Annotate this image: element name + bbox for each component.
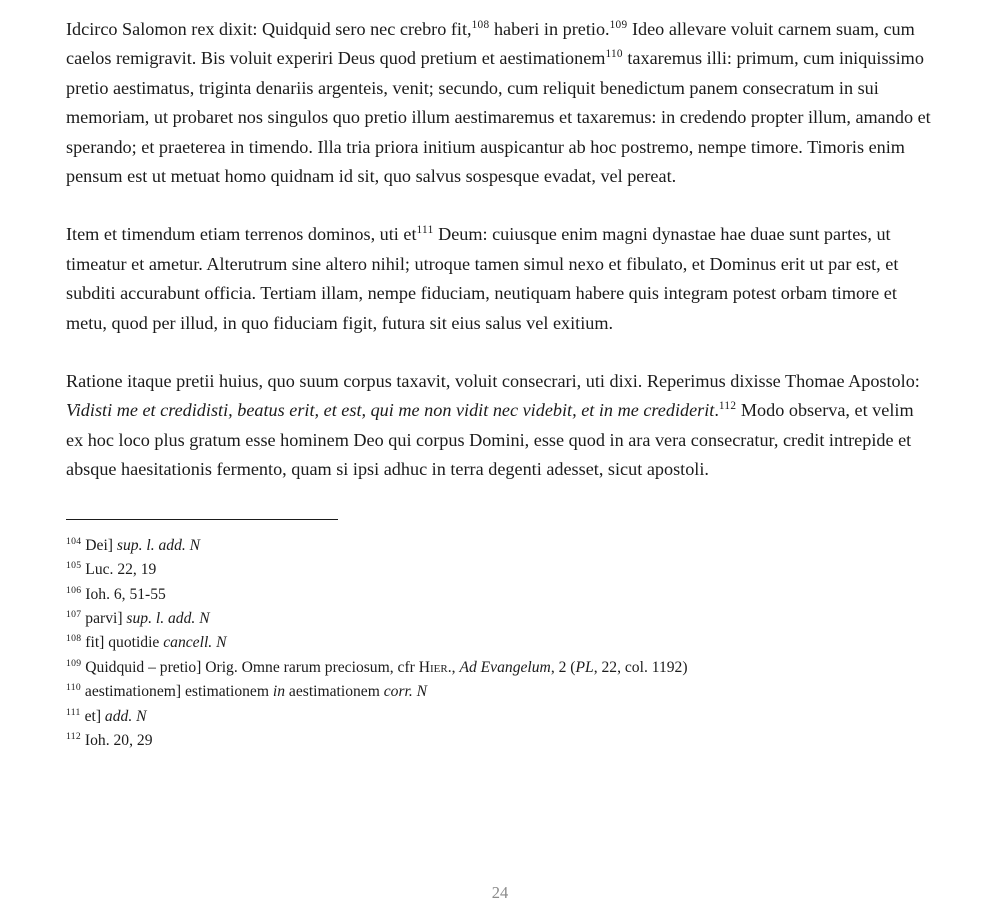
text-run: parvi] xyxy=(81,609,127,627)
page-number: 24 xyxy=(491,883,509,902)
text-run: Item et timendum etiam terrenos dominos, uti et xyxy=(66,224,417,245)
footnote xyxy=(66,583,934,607)
footnote xyxy=(66,607,934,631)
text-run: Modo observa, et velim ex hoc loco plus gratum esse hominem Deo qui corpus Domini, esse quod in ara vera consecratur, credit intrepide et absque haesitationis fermento, quam si ipsi adhuc in terra degenti adesset, sicut apostoli. xyxy=(66,400,914,480)
text-run: et] xyxy=(80,707,105,725)
text-run: aestimationem xyxy=(285,683,384,701)
footnote-reference: 110 xyxy=(605,48,623,61)
italic-text: in xyxy=(272,683,286,701)
footnote-reference: 108 xyxy=(471,18,490,31)
smallcaps-text: Hier. xyxy=(418,658,452,676)
footnote-reference: 104 xyxy=(66,535,82,547)
text-run: taxaremus illi: primum, cum iniquissimo pretio aestimatus, triginta denariis argenteis, venit; secundo, cum reliquit benedictum panem consecratum in sui memoriam, ut probaret nos singulos quo pretio illum aestimaremus et taxaremus: in credendo propter illum, amando et sperando; et praeterea in timendo. Illa tria priora initium auspicantur ab hoc postremo, nempe timore. Timoris enim pensum est ut metuat homo quidnam id sit, quo salvus sospesque evadat, vel pereat. xyxy=(66,48,931,187)
text-run: aestimationem] estimationem xyxy=(81,683,273,701)
footnote xyxy=(66,534,934,558)
text-run: Ratione itaque pretii huius, quo suum corpus taxavit, voluit consecrari, uti dixi. Reperimus dixisse Thomae Apostolo: xyxy=(66,371,920,392)
footnote-reference: 105 xyxy=(66,559,82,571)
italic-text: Ad Evangelum xyxy=(459,658,551,676)
footnote xyxy=(66,631,934,655)
italic-text: PL xyxy=(575,658,594,676)
footnote-reference: 110 xyxy=(66,681,82,693)
footnote xyxy=(66,680,934,704)
text-run: fit] quotidie xyxy=(81,634,164,652)
footnote-reference: 106 xyxy=(66,584,82,596)
text-run: Ioh. 20, 29 xyxy=(81,731,153,749)
italic-text: corr. N xyxy=(383,683,428,701)
text-run: . xyxy=(714,400,719,421)
italic-text: cancell. N xyxy=(163,634,227,652)
text-run: Deum: cuiusque enim magni dynastae hae duae sunt partes, ut timeatur et ametur. Alterutrum sine altero nihil; utroque tamen simul nexo et fibulato, et Dominus erit ut par est, et subditi accurabunt officia. Tertiam illam, nempe fiduciam, neutiquam habere quis integram potest orbam timore et metu, quod per illud, in quo fiduciam figit, futura sit eius salus vel exitium. xyxy=(66,224,899,333)
footnote xyxy=(66,705,934,729)
footnotes-section xyxy=(66,534,934,754)
italic-text: sup. l. add. N xyxy=(116,536,201,554)
footnote xyxy=(66,729,934,753)
footnote-reference: 109 xyxy=(66,657,82,669)
footnote-reference: 108 xyxy=(66,633,82,645)
body-text xyxy=(66,15,934,485)
text-run: , xyxy=(451,658,460,676)
footnote-reference: 107 xyxy=(66,608,82,620)
paragraph xyxy=(66,220,934,338)
footnote-reference: 109 xyxy=(609,18,628,31)
italic-text: add. N xyxy=(104,707,147,725)
footnote-reference: 111 xyxy=(66,706,81,718)
text-run: haberi in pretio. xyxy=(489,19,610,39)
text-run: Quidquid – pretio] Orig. Omne rarum preciosum, cfr xyxy=(81,658,419,676)
text-run: Luc. 22, 19 xyxy=(81,561,157,579)
text-run: Dei] xyxy=(81,536,117,554)
footnote-divider xyxy=(66,519,338,520)
text-run: , 2 ( xyxy=(550,658,576,676)
paragraph xyxy=(66,367,934,485)
footnote-reference: 111 xyxy=(416,224,434,237)
footnote xyxy=(66,558,934,582)
paragraph xyxy=(66,15,934,191)
italic-text: Vidisti me et credidisti, beatus erit, et est, qui me non vidit nec videbit, et in me crediderit xyxy=(66,400,715,421)
italic-text: sup. l. add. N xyxy=(126,609,210,627)
footnote-reference: 112 xyxy=(718,400,737,413)
text-run: Ioh. 6, 51-55 xyxy=(81,585,166,603)
footnote-reference: 112 xyxy=(66,730,82,742)
footnote xyxy=(66,656,934,680)
text-run: , 22, col. 1192) xyxy=(593,658,688,676)
text-run: Idcirco Salomon rex dixit: Quidquid sero nec crebro fit, xyxy=(66,19,472,39)
text-run: Ideo allevare voluit carnem suam, cum caelos remigravit. Bis voluit experiri Deus quod pretium et aestimationem xyxy=(66,19,915,69)
